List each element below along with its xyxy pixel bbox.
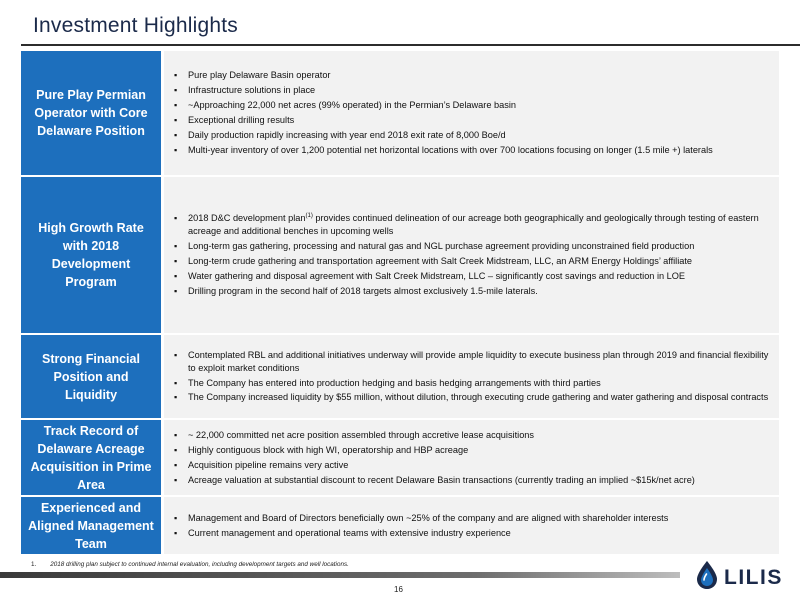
bullet-item: ▪ Exceptional drilling results bbox=[174, 114, 769, 127]
bullet-text: provides continued delineation of our acreage both geographically and geologically through testing of eastern acreage and additional benches in upcoming wells bbox=[188, 213, 759, 237]
section-track-record bbox=[21, 420, 779, 495]
section-content bbox=[164, 335, 779, 418]
bullet-item: ▪ Water gathering and disposal agreement with Salt Creek Midstream, LLC – significantly cost savings and reduction in LOE bbox=[174, 270, 769, 283]
footnote bbox=[31, 561, 349, 568]
bullet-item: ▪ Daily production rapidly increasing with year end 2018 exit rate of 8,000 Boe/d bbox=[174, 129, 769, 142]
section-pure-play bbox=[21, 51, 779, 175]
bullet-item: ▪ Management and Board of Directors beneficially own ~25% of the company and are aligned with shareholder interests bbox=[174, 512, 769, 525]
logo-text: LILIS bbox=[724, 565, 783, 589]
bullet-list bbox=[174, 210, 769, 300]
section-content bbox=[164, 51, 779, 175]
bullet-item: ▪ Pure play Delaware Basin operator bbox=[174, 69, 769, 82]
bullet-item: ▪ Contemplated RBL and additional initiatives underway will provide ample liquidity to execute business plan through 2019 and financial flexibility to exploit market conditions bbox=[174, 349, 769, 374]
section-label: Pure Play Permian Operator with Core Delaware Position bbox=[21, 51, 161, 175]
bullet-text: 2018 D&C development plan bbox=[188, 213, 306, 224]
section-content bbox=[164, 177, 779, 333]
bullet-item: ▪ ~ 22,000 committed net acre position assembled through accretive lease acquisitions bbox=[174, 429, 769, 442]
footnote-text: 2018 drilling plan subject to continued internal evaluation, including development targets and well locations. bbox=[50, 561, 349, 568]
section-high-growth bbox=[21, 177, 779, 333]
bullet-item: ▪ Highly contiguous block with high WI, operatorship and HBP acreage bbox=[174, 444, 769, 457]
bullet-item: ▪ ~Approaching 22,000 net acres (99% operated) in the Permian’s Delaware basin bbox=[174, 99, 769, 112]
bullet-item: ▪ Infrastructure solutions in place bbox=[174, 84, 769, 97]
section-content bbox=[164, 420, 779, 495]
section-label: Track Record of Delaware Acreage Acquisition in Prime Area bbox=[21, 420, 161, 495]
water-drop-icon bbox=[695, 560, 719, 595]
section-label: High Growth Rate with 2018 Development Program bbox=[21, 177, 161, 333]
bottom-bar bbox=[0, 572, 680, 578]
section-financial bbox=[21, 335, 779, 418]
footnote-ref: (1) bbox=[305, 213, 313, 220]
bullet-item: ▪ Acquisition pipeline remains very active bbox=[174, 459, 769, 472]
bullet-list bbox=[174, 426, 769, 488]
bullet-item: ▪ Acreage valuation at substantial discount to recent Delaware Basin transactions (currently trading an implied ~$15k/net acre) bbox=[174, 474, 769, 487]
page-title: Investment Highlights bbox=[33, 14, 238, 37]
bullet-item bbox=[174, 212, 769, 237]
bullet-item: ▪ Current management and operational teams with extensive industry experience bbox=[174, 527, 769, 540]
footnote-number: 1. bbox=[31, 561, 37, 568]
section-content bbox=[164, 497, 779, 554]
bullet-item: ▪ Drilling program in the second half of 2018 targets almost exclusively 1.5-mile laterals. bbox=[174, 285, 769, 298]
page-number: 16 bbox=[394, 585, 403, 594]
bullet-item: ▪ Multi-year inventory of over 1,200 potential net horizontal locations with over 700 locations focusing on longer (1.5 mile +) laterals bbox=[174, 144, 769, 157]
section-label: Strong Financial Position and Liquidity bbox=[21, 335, 161, 418]
bullet-item: ▪ The Company has entered into production hedging and basis hedging arrangements with third parties bbox=[174, 377, 769, 390]
company-logo bbox=[695, 560, 783, 595]
bullet-list bbox=[174, 509, 769, 541]
section-management bbox=[21, 497, 779, 554]
bullet-list bbox=[174, 67, 769, 159]
title-divider bbox=[21, 44, 800, 46]
bullet-list bbox=[174, 347, 769, 407]
bullet-item: ▪ Long-term gas gathering, processing and natural gas and NGL purchase agreement providing unconstrained field production bbox=[174, 240, 769, 253]
section-label: Experienced and Aligned Management Team bbox=[21, 497, 161, 554]
bullet-item: ▪ The Company increased liquidity by $55 million, without dilution, through executing crude gathering and water gathering and disposal contracts bbox=[174, 391, 769, 404]
bullet-item: ▪ Long-term crude gathering and transportation agreement with Salt Creek Midstream, LLC, an ARM Energy Holdings’ affiliate bbox=[174, 255, 769, 268]
